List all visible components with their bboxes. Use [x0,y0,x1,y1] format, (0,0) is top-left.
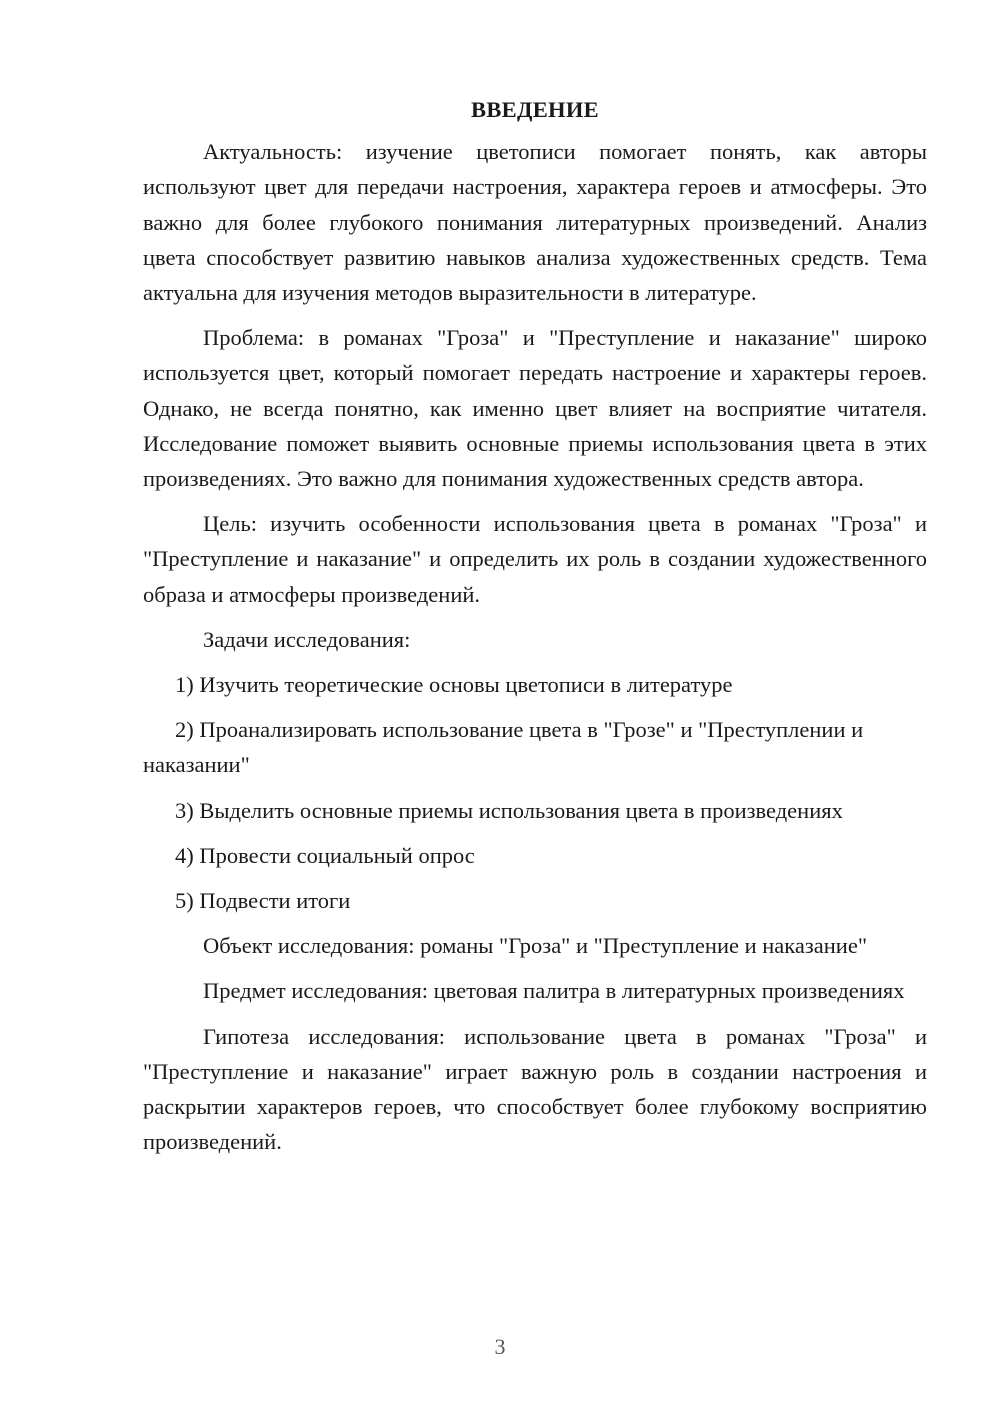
paragraph-relevance: Актуальность: изучение цветописи помогает понять, как авторы используют цвет для передачи настроения, характера героев и атмосферы. Это важно для более глубокого понимания литературных произведений. Анализ цвета способствует развитию навыков анализа художественных средств. Тема актуальна для изучения методов выразительности в литературе. [143,139,927,306]
paragraph-object: Объект исследования: романы "Гроза" и "Преступление и наказание" [203,933,868,959]
page-title: ВВЕДЕНИЕ [471,97,599,122]
task-item: 5) Подвести итоги [175,888,351,914]
paragraph-problem: Проблема: в романах "Гроза" и "Преступление и наказание" широко используется цвет, который помогает передать настроение и характеры героев. Однако, не всегда понятно, как именно цвет влияет на восприятие читателя. Исследование поможет выявить основные приемы использования цвета в этих произведениях. Это важно для понимания художественных средств автора. [143,325,927,492]
page-number: 3 [494,1334,506,1359]
paragraph-subject: Предмет исследования: цветовая палитра в литературных произведениях [203,978,905,1004]
task-item: 2) Проанализировать использование цвета в "Грозе" и "Преступлении и наказании" [143,717,864,778]
document-page [143,92,927,1169]
paragraph-hypothesis: Гипотеза исследования: использование цвета в романах "Гроза" и "Преступление и наказание" играет важную роль в создании настроения и раскрытии характеров героев, что способствует более глубокому восприятию произведений. [143,1023,927,1155]
tasks-title: Задачи исследования: [203,626,411,652]
task-item: 4) Провести социальный опрос [175,842,475,868]
task-item: 1) Изучить теоретические основы цветописи в литературе [175,672,733,698]
task-item: 3) Выделить основные приемы использования цвета в произведениях [175,797,843,823]
paragraph-goal: Цель: изучить особенности использования цвета в романах "Гроза" и "Преступление и наказание" и определить их роль в создании художественного образа и атмосферы произведений. [143,511,927,607]
